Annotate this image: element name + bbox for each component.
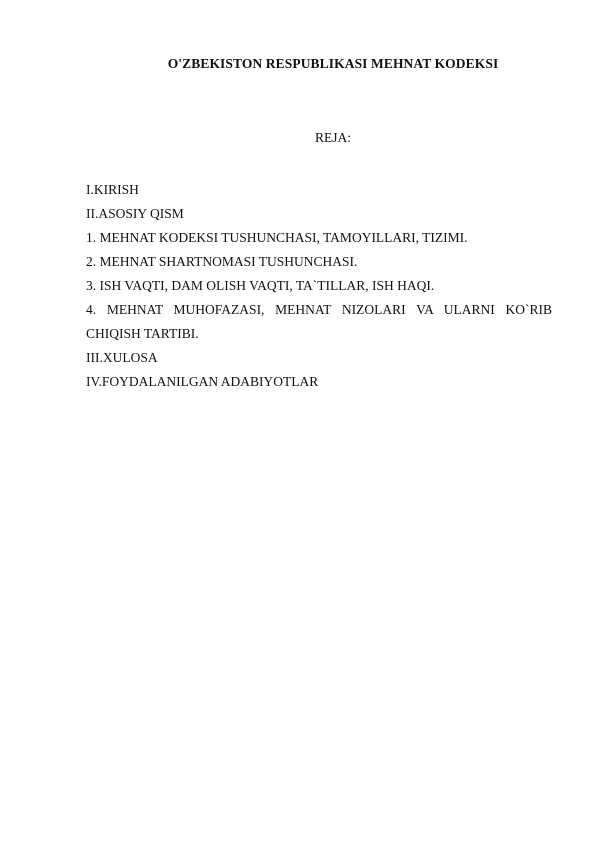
plan-item-3: 3. ISH VAQTI, DAM OLISH VAQTI, TA`TILLAR, ISH HAQI. <box>86 278 435 293</box>
plan-item-references: IV.FOYDALANILGAN ADABIYOTLAR <box>86 374 319 389</box>
plan-heading: REJA: <box>314 130 351 145</box>
plan-item-1: 1. MEHNAT KODEKSI TUSHUNCHASI, TAMOYILLARI, TIZIMI. <box>86 230 468 245</box>
document-title: O'ZBEKISTON RESPUBLIKASI MEHNAT KODEKSI <box>167 56 499 71</box>
plan-item-4: 4. MEHNAT MUHOFAZASI, MEHNAT NIZOLARI VA ULARNI KO`RIB CHIQISH TARTIBI. <box>86 302 552 341</box>
plan-item-conclusion: III.XULOSA <box>86 350 158 365</box>
plan-item-main-part: II.ASOSIY QISM <box>86 206 184 221</box>
plan-item-2: 2. MEHNAT SHARTNOMASI TUSHUNCHASI. <box>86 254 358 269</box>
plan-list <box>86 178 552 394</box>
plan-item-introduction: I.KIRISH <box>86 182 139 197</box>
